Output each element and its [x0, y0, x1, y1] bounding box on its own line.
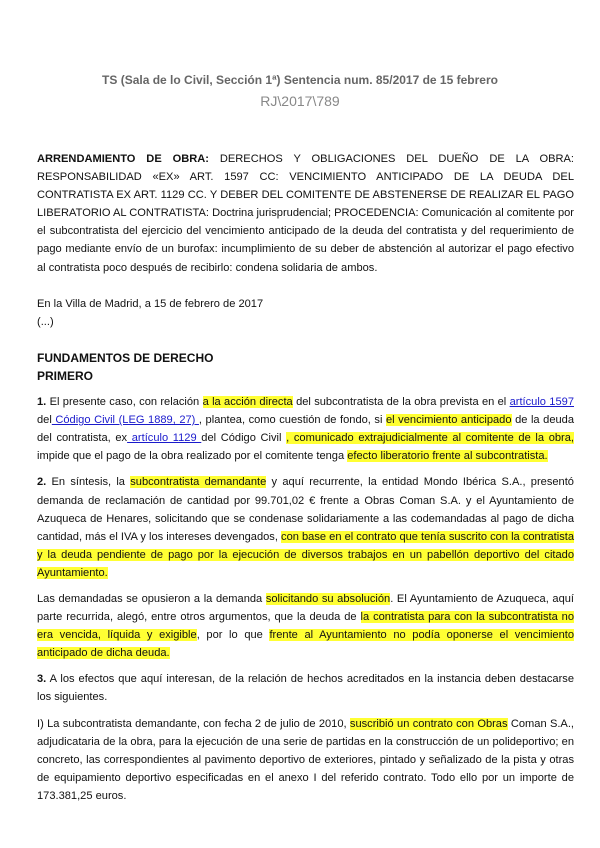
link-codigo-civil[interactable]: Código Civil (LEG 1889, 27) [51, 414, 199, 427]
text-run: El presente caso, con relación [46, 396, 203, 409]
paragraph-number: 2. [37, 476, 47, 489]
text-run: del [37, 414, 52, 427]
highlight: con base en el contrato que tenía suscrito con la contratista y la deuda pendiente de pago por la ejecución de diversos trabajos en un pabellón deportivo del citado Ayuntamiento. [37, 530, 574, 579]
highlight: el vencimiento anticipado [386, 414, 512, 427]
text-run: , plantea, como cuestión de fondo, si [198, 414, 386, 427]
highlight: suscribió un contrato con Obras [349, 717, 508, 730]
highlight: la contratista para con la subcontratista no era vencida, líquida y exigible [37, 611, 575, 642]
document-title: TS (Sala de lo Civil, Sección 1ª) Sentencia num. 85/2017 de 15 febrero [102, 73, 498, 87]
text-run: Coman S.A., adjudicataria de la obra, para la ejecución de una serie de partidas en la construcción de un polideportivo; en concreto, las correspondientes al pavimento deportivo de exteriores, pintado y señalizado de la pista y otras de equipamiento deportivo especificadas en el anexo I del referido contrato. Todo ello por un importe de 173.381,25 euros. [37, 717, 574, 802]
highlight: , comunicado extrajudicialmente al comitente de la obra, [286, 432, 574, 445]
text-run: I) La subcontratista demandante, con fecha 2 de julio de 2010, [37, 717, 350, 730]
summary-paragraph [37, 150, 574, 277]
link-articulo-1129[interactable]: artículo 1129 [127, 432, 202, 445]
text-run: de la deuda del contratista, ex [37, 414, 574, 445]
paragraph-3 [37, 590, 574, 662]
summary-text: DERECHOS Y OBLIGACIONES DEL DUEÑO DE LA OBRA: RESPONSABILIDAD «EX» ART. 1597 CC: VENCIMIENTO ANTICIPADO DE LA DEUDA DEL CONTRATISTA EX ART. 1129 CC. Y DEBER DEL COMITENTE DE ABSTENERSE DE REALIZAR EL PAGO LIBERATORIO AL CONTRATISTA: Doctrina jurisprudencial; PROCEDENCIA: Comunicación al comitente por el subcontratista del ejercicio del vencimiento anticipado de la deuda del contratista y del requerimiento de pago mediante envío de un burofax: incumplimiento de su deber de abstención al autorizar el pago efectivo al contratista poco después de recibirlo: condena solidaria de ambos. [37, 153, 575, 274]
document-reference: RJ\2017\789 [260, 93, 340, 109]
text-run: , por lo que [196, 629, 270, 642]
paragraph-number: 1. [37, 396, 47, 409]
place-date: En la Villa de Madrid, a 15 de febrero de 2017 [37, 297, 264, 310]
text-run: del subcontratista de la obra prevista en el [292, 396, 510, 409]
subsection-title: PRIMERO [37, 368, 94, 383]
text-run: impide que el pago de la obra realizado por el comitente tenga [37, 450, 348, 463]
paragraph-number: 3. [37, 673, 47, 686]
highlight: subcontratista demandante [130, 476, 267, 489]
document-body [37, 150, 574, 805]
paragraph-1 [37, 393, 574, 465]
paragraph-4 [37, 670, 574, 706]
highlight: a la acción directa [202, 396, 293, 409]
highlight: efecto liberatorio frente al subcontratista. [347, 450, 548, 463]
paragraph-5 [37, 715, 574, 805]
text-run: En síntesis, la [46, 476, 131, 489]
ellipsis: (...) [37, 315, 54, 328]
link-articulo-1597[interactable]: artículo 1597 [509, 396, 574, 409]
summary-lead: ARRENDAMIENTO DE OBRA: [37, 153, 209, 165]
highlight: frente al Ayuntamiento no podía oponerse el vencimiento anticipado de dicha deuda. [37, 629, 575, 660]
text-run: . El Ayuntamiento de Azuqueca, aquí parte recurrida, alegó, entre otros argumentos, que la deuda de [37, 592, 575, 624]
section-title: FUNDAMENTOS DE DERECHO [37, 350, 214, 365]
highlight: solicitando su absolución [265, 592, 391, 605]
paragraph-2 [37, 473, 574, 582]
text-run: del Código Civil [201, 432, 287, 445]
text-run: Las demandadas se opusieron a la demanda [37, 592, 266, 605]
text-run: A los efectos que aquí interesan, de la relación de hechos acreditados en la instancia deben destacarse los siguientes. [37, 673, 574, 704]
text-run: y aquí recurrente, la entidad Mondo Ibérica S.A., presentó demanda de reclamación de cantidad por 99.701,02 € frente a Obras Coman S.A. y el Ayuntamiento de Azuqueca de Henares, solicitando que se condenase solidariamente a las codemandadas al pago de dicha cantidad, más el IVA y los intereses devengados, [37, 476, 574, 543]
